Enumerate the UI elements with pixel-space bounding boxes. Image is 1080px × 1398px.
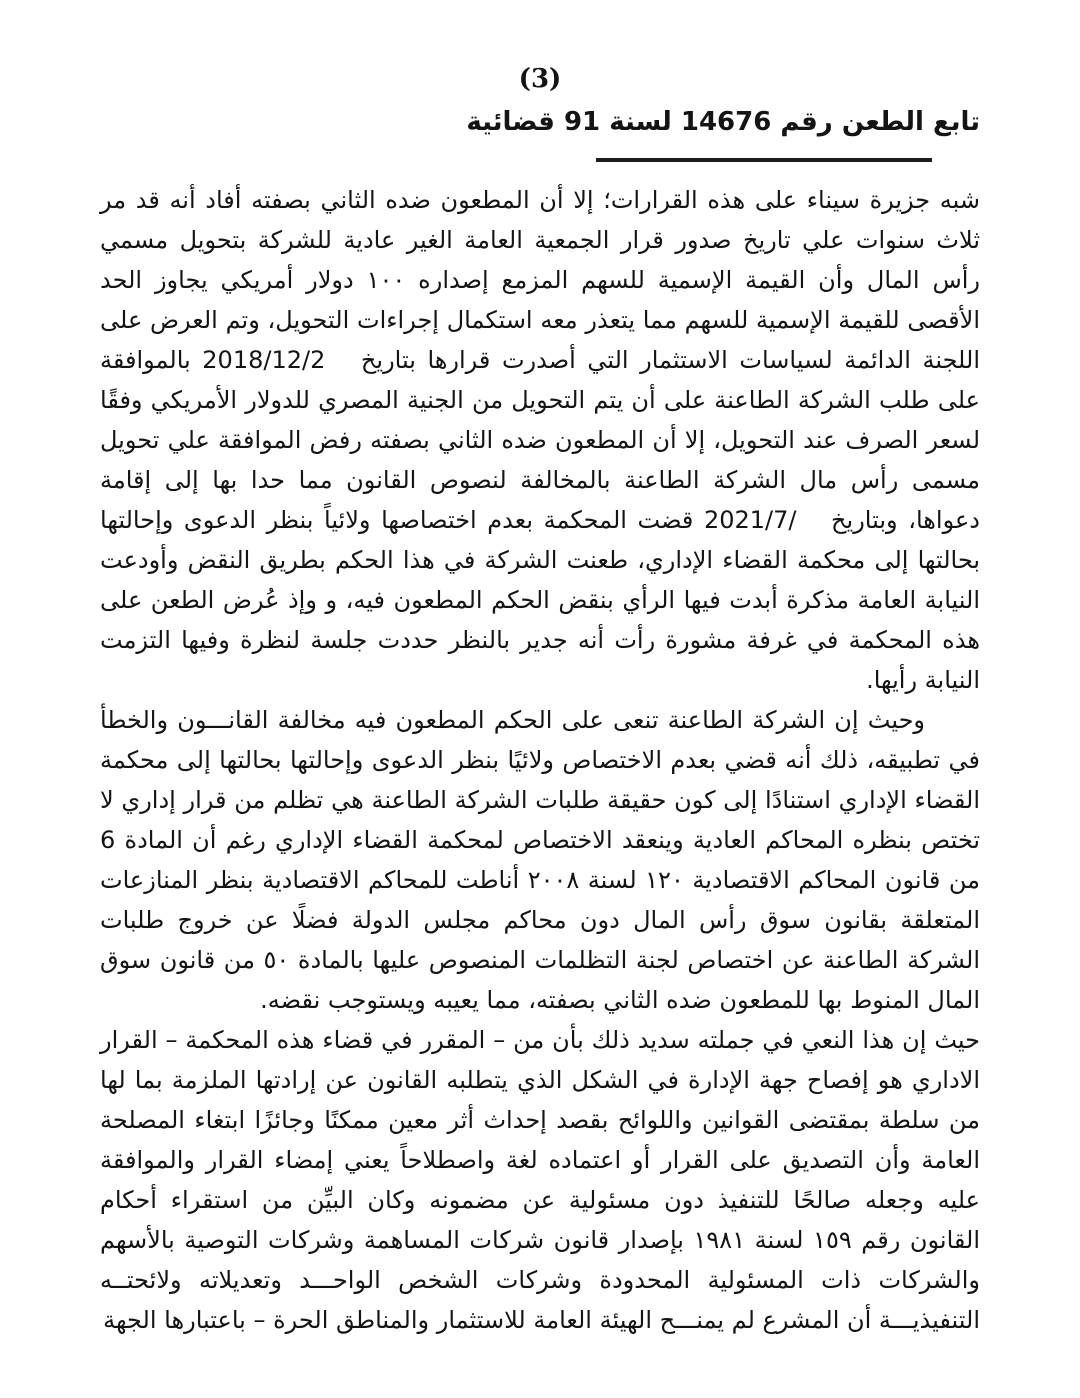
document-body (100, 180, 980, 1340)
page-number-value: (3) (518, 64, 562, 94)
header-rule (596, 158, 932, 162)
paragraph-1: شبه جزيرة سيناء على هذه القرارات؛ إلا أن المطعون ضده الثاني بصفته أفاد أنه قد مر ثلاث سنوات علي تاريخ صدور قرار الجمعية العامة الغير عادية للشركة بتحويل مسمي رأس المال وأن القيمة الإسمية للسهم المزمع إصداره ١٠٠ دولار أمريكي يجاوز الحد الأقصى للقيمة الإسمية للسهم مما يتعذر معه استكمال إجراءات التحويل، وتم العرض على اللجنة الدائمة لسياسات الاستثمار التي أصدرت قرارها بتاريخ 2018/12/2 بالموافقة على طلب الشركة الطاعنة على أن يتم التحويل من الجنية المصري للدولار الأمريكي وفقًا لسعر الصرف عند التحويل، إلا أن المطعون ضده الثاني بصفته رفض الموافقة علي تحويل مسمى رأس مال الشركة الطاعنة بالمخالفة لنصوص القانون مما حدا بها إلى إقامة دعواها، وبتاريخ /2021/7 قضت المحكمة بعدم اختصاصها ولائياً بنظر الدعوى وإحالتها بحالتها إلى محكمة القضاء الإداري، طعنت الشركة في هذا الحكم بطريق النقض وأودعت النيابة العامة مذكرة أبدت فيها الرأي بنقض الحكم المطعون فيه، و وإذ عُرض الطعن على هذه المحكمة في غرفة مشورة رأت أنه جدير بالنظر حددت جلسة لنظرة وفيها التزمت النيابة رأيها. (100, 186, 980, 694)
paragraph-3: حيث إن هذا النعي في جملته سديد ذلك بأن من – المقرر في قضاء هذه المحكمة – القرار الاداري هو إفصاح جهة الإدارة في الشكل الذي يتطلبه القانون عن إرادتها الملزمة بما لها من سلطة بمقتضى القوانين واللوائح بقصد إحداث أثر معين ممكنًا وجائزًا ابتغاء المصلحة العامة وأن التصديق على القرار أو اعتماده لغة واصطلاحاً يعني إمضاء القرار والموافقة عليه وجعله صالحًا للتنفيذ دون مسئولية عن مضمونه وكان البيِّن من استقراء أحكام القانون رقم ١٥٩ لسنة ١٩٨١ بإصدار قانون شركات المساهمة وشركات التوصية بالأسهم والشركات ذات المسئولية المحدودة وشركات الشخص الواحـــد وتعديلاته ولائحتــه التنفيذيـــة أن المشرع لم يمنـــح الهيئة العامة للاستثمار والمناطق الحرة – باعتبارها الجهة (100, 1026, 981, 1334)
paragraph-2: وحيث إن الشركة الطاعنة تنعى على الحكم المطعون فيه مخالفة القانـــون والخطأ في تطبيقه، ذلك أنه قضي بعدم الاختصاص ولائيًا بنظر الدعوى وإحالتها بحالتها إلى محكمة القضاء الإداري استنادًا إلى كون حقيقة طلبات الشركة الطاعنة هي تظلم من قرار إداري لا تختص بنظره المحاكم العادية وينعقد الاختصاص لمحكمة القضاء الإداري رغم أن المادة 6 من قانون المحاكم الاقتصادية ١٢٠ لسنة ٢٠٠٨ أناطت للمحاكم الاقتصادية بنظر المنازعات المتعلقة بقانون سوق رأس المال دون محاكم مجلس الدولة فضلًا عن خروج طلبات الشركة الطاعنة عن اختصاص لجنة التظلمات المنصوص عليها بالمادة ٥٠ من قانون سوق المال المنوط بها للمطعون ضده الثاني بصفته، مما يعيبه ويستوجب نقضه. (100, 706, 980, 1014)
case-header-title: تابع الطعن رقم 14676 لسنة 91 قضائية (466, 107, 980, 137)
page-number (0, 0, 1080, 96)
